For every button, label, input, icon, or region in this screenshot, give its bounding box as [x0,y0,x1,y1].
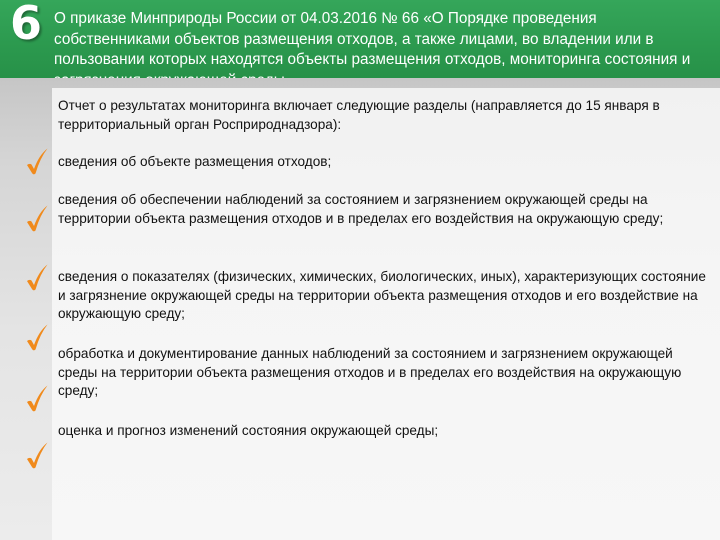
checkmark-icon [25,440,49,470]
checkmark-icon [25,322,49,352]
checkmark-icon [25,262,49,292]
intro-text: Отчет о результатах мониторинга включает следующие разделы (направляется до 15 января в территориальный орган Росприроднадзора): [58,98,660,132]
list-item: оценка и прогноз изменений состояния окружающей среды; [58,423,439,438]
list-item: обработка и документирование данных наблюдений за состоянием и загрязнением окружающей среды на территории объекта размещения отходов и в пределах его воздействия на окружающую среду; [58,346,682,399]
slide-number: 6 [9,0,42,50]
list-item: сведения об объекте размещения отходов; [58,154,332,169]
checkmark-icon [25,146,49,176]
list-item: сведения о показателях (физических, химических, биологических, иных), характеризующих состояние и загрязнение окружающей среды на территории объекта размещения отходов и его воздействие на окружающую среду; [58,269,706,322]
slide-title: О приказе Минприроды России от 04.03.2016 № 66 «О Порядке проведения собственниками объектов размещения отходов, а также лицами, во владении или в пользовании которых находятся объекты размещения отходов, мониторинга состояния и [54,10,691,68]
list-item: сведения об обеспечении наблюдений за состоянием и загрязнением окружающей среды на территории объекта размещения отходов и в пределах его воздействия на окружающую среду; [58,192,664,226]
checkmark-icon [25,203,49,233]
checkmark-icon [25,383,49,413]
title-bar [0,0,720,78]
